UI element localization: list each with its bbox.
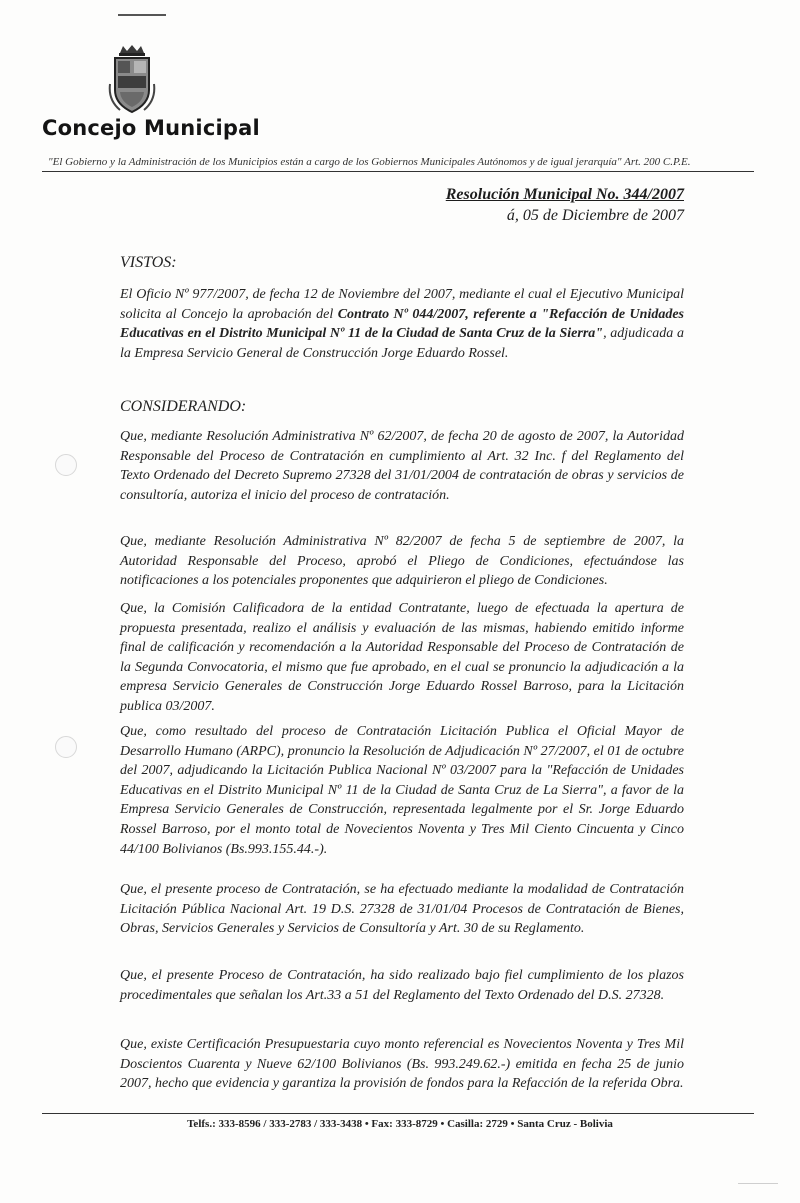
page-edge (738, 1175, 778, 1184)
header-divider (42, 171, 754, 172)
motto: "El Gobierno y la Administración de los Municipios están a cargo de los Gobiernos Municipales Autónomos y de igual jerarquía" Art. 200 C.P.E. (48, 156, 691, 168)
contract-reference: Contrato Nº 044/2007, referente a "Refacción de Unidades Educativas en el Distrito Municipal Nº 11 de la Ciudad de Santa Cruz de la Sierra" (120, 306, 685, 342)
considerando-paragraph: Que, mediante Resolución Administrativa Nº 62/2007, de fecha 20 de agosto de 2007, la Autoridad Responsable del Proceso de Contratación en cumplimiento al Art. 32 Inc. f del Reglamento del Texto Ordenado del Decreto Supremo 27328 del 31/01/2004 de contratación de obras y servicios de consultoría, autoriza el inicio del proceso de contratación. (120, 429, 684, 503)
considerando-paragraph: Que, la Comisión Calificadora de la entidad Contratante, luego de efectuada la apertura de propuesta presentada, realizo el análisis y evaluación de las mismas, habiendo emitido informe final de calificación y recomendación a la Autoridad Responsable del Proceso de Contratación de la Segunda Convocatoria, el mismo que fue aprobado, en el cual se pronuncio la adjudicación a la empresa Servicio Generales de Construcción Jorge Eduardo Rossel Barroso, para la Licitación publica 03/2007. (120, 601, 684, 714)
considerando-paragraph: Que, el presente proceso de Contratación, se ha efectuado mediante la modalidad de Contratación Licitación Pública Nacional Art. 19 D.S. 27328 de 31/01/04 Procesos de Contratación de Bienes, Obras, Servicios Generales y Servicios de Consultoría y Art. 30 de su Reglamento. (120, 882, 684, 937)
vistos-text-end: , adjudicada a la Empresa Servicio General de Construcción Jorge Eduardo Rossel. (120, 326, 684, 361)
considerando-paragraph: Que, como resultado del proceso de Contratación Licitación Publica el Oficial Mayor de Desarrollo Humano (ARPC), pronuncio la Resolución de Adjudicación Nº 27/2007, el 01 de octubre del 2007, adjudicando la Licitación Publica Nacional Nº 03/2007 para la "Refacción de Unidades Educativas en el Distrito Municipal Nº 11 de la Ciudad de Santa Cruz de La Sierra", a favor de la Empresa Servicio Generales de Construcción, representada legalmente por el Sr. Jorge Eduardo Rossel Barroso, por el monto total de Novecientos Noventa y Tres Mil Ciento Cincuenta y Cinco 44/100 Bolivianos (Bs.993.155.44.-). (120, 724, 684, 857)
vistos-heading: VISTOS: (120, 254, 177, 271)
footer-contact: Telfs.: 333-8596 / 333-2783 / 333-3438 • Fax: 333-8729 • Casilla: 2729 • Santa Cruz - Bolivia (187, 1118, 613, 1130)
punch-hole (55, 454, 77, 476)
resolution-title: Resolución Municipal No. 344/2007 (445, 186, 684, 203)
vistos-paragraph (120, 285, 684, 363)
considerando-paragraph: Que, el presente Proceso de Contratación, ha sido realizado bajo fiel cumplimiento de los plazos procedimentales que señalan los Art.33 a 51 del Reglamento del Texto Ordenado del D.S. 27328. (120, 968, 684, 1003)
considerando-paragraph: Que, existe Certificación Presupuestaria cuyo monto referencial es Novecientos Noventa y Tres Mil Doscientos Cuarenta y Nueve 62/100 Bolivianos (Bs. 993.249.62.-) emitida en fecha 25 de junio 2007, hecho que evidencia y garantiza la provisión de fondos para la Refacción de la referida Obra. (120, 1037, 684, 1092)
considerando-heading: CONSIDERANDO: (120, 398, 247, 415)
vistos-text-start: El Oficio Nº 977/2007, de fecha 12 de Noviembre del 2007, mediante el cual el Ejecutivo Municipal solicita al Concejo la aprobación del (120, 287, 684, 322)
footer-divider (42, 1113, 754, 1114)
punch-hole (55, 736, 77, 758)
coat-of-arms-icon (108, 44, 156, 116)
considerando-paragraph: Que, mediante Resolución Administrativa Nº 82/2007 de fecha 5 de septiembre de 2007, la Autoridad Responsable del Proceso, aprobó el Pliego de Condiciones, efectuándose las notificaciones a los potenciales proponentes que adquirieron el pliego de Condiciones. (120, 534, 684, 589)
organization-name: Concejo Municipal (42, 116, 260, 140)
scan-mark (118, 14, 166, 16)
resolution-date: á, 05 de Diciembre de 2007 (506, 207, 684, 224)
